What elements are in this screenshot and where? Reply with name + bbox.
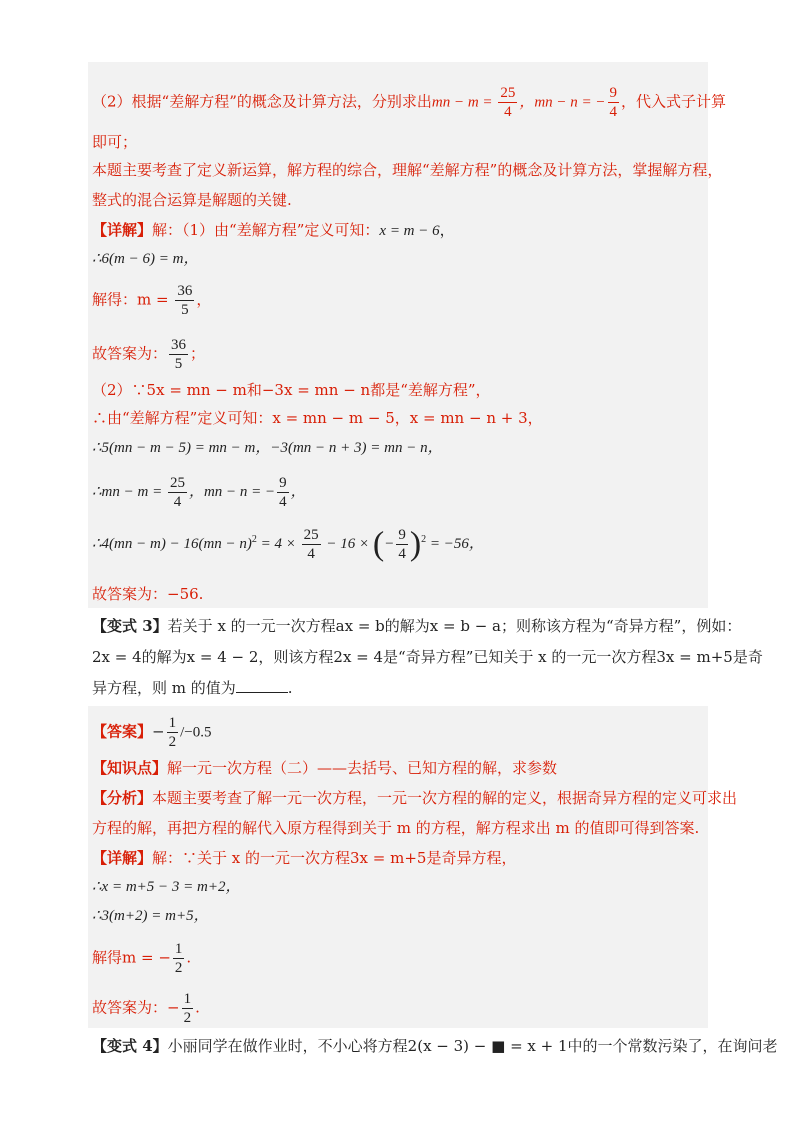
variant4-question-line-1: 【变式 4】小丽同学在做作业时，不小心将方程2(x − 3) − ■ = x + 1中的一个常数污染了，在询问老 bbox=[92, 1037, 778, 1055]
variant3-tag: 【变式 3】 bbox=[92, 617, 168, 635]
solution-line-2: 即可； bbox=[92, 133, 138, 151]
variant3-knowledge-point: 【知识点】解一元一次方程（二）——去括号、已知方程的解，求参数 bbox=[92, 759, 558, 777]
detail-line-10: 故答案为：−56. bbox=[92, 585, 204, 603]
variant4-tag: 【变式 4】 bbox=[92, 1037, 168, 1055]
analysis-tag: 【分析】 bbox=[92, 789, 153, 807]
solution-line-4: 整式的混合运算是解题的关键. bbox=[92, 191, 292, 209]
knowledge-tag: 【知识点】 bbox=[92, 759, 168, 777]
answer-blank bbox=[236, 678, 288, 693]
variant3-detail-line-4: 解得m = − $\frac{1}{2}$ . bbox=[92, 941, 192, 976]
solution-line-3: 本题主要考查了定义新运算，解方程的综合，理解“差解方程”的概念及计算方法，掌握解方程， bbox=[92, 161, 723, 179]
variant3-question-line-2: 2x = 4的解为x = 4 − 2，则该方程2x = 4是“奇异方程”已知关于 x 的一元一次方程3x = m+5是奇 bbox=[92, 648, 763, 666]
answer-tag: 【答案】 bbox=[92, 722, 153, 741]
variant3-answer: 【答案】− $\frac{1}{2}$ /−0.5 bbox=[92, 715, 212, 750]
solution-line-1: （2）根据“差解方程”的概念及计算方法，分别求出mn − m = $\frac{25}{4}$ ，mn − n = − $\frac{9}{4}$ ，代入式子计算 bbox=[92, 85, 727, 120]
detail-line-1: 【详解】解：（1）由“差解方程”定义可知：x = m − 6， bbox=[92, 221, 455, 239]
detail-line-6: ∴由“差解方程”定义可知：x = mn − m − 5，x = mn − n + 3， bbox=[92, 409, 543, 427]
detail-line-7: ∴5(mn − m − 5) = mn − m，−3(mn − n + 3) = mn − n， bbox=[92, 440, 443, 456]
detail-line-5: （2）∵5x = mn − m和−3x = mn − n都是“差解方程”， bbox=[92, 381, 491, 399]
variant3-analysis-line-2: 方程的解，再把方程的解代入原方程得到关于 m 的方程，解方程求出 m 的值即可得到答案. bbox=[92, 819, 700, 837]
variant3-detail-line-1: 【详解】解：∵关于 x 的一元一次方程3x = m+5是奇异方程， bbox=[92, 849, 517, 867]
detail-tag: 【详解】 bbox=[92, 221, 153, 239]
variant3-detail-line-3: ∴3(m+2) = m+5， bbox=[92, 908, 209, 924]
detail-line-4: 故答案为： $\frac{36}{5}$ ； bbox=[92, 337, 206, 372]
detail-line-8: ∴mn − m = $\frac{25}{4}$ ，mn − n = − $\frac{9}{4}$ ， bbox=[92, 475, 306, 510]
variant3-detail-tag: 【详解】 bbox=[92, 849, 153, 867]
variant3-detail-line-2: ∴x = m+5 − 3 = m+2， bbox=[92, 879, 241, 895]
detail-line-2: ∴6(m − 6) = m， bbox=[92, 251, 199, 267]
detail-line-3: 解得：m = $\frac{36}{5}$ ， bbox=[92, 283, 212, 318]
variant3-question-line-1: 【变式 3】若关于 x 的一元一次方程ax = b的解为x = b − a；则称该方程为“奇异方程”，例如： bbox=[92, 617, 742, 635]
detail-line-9: ∴4(mn − m) − 16(mn − n)$^2$ = 4 × $\frac{25}{4}$ − 16 × (− $\frac{9}{4}$ )$^2$ = −56， bbox=[92, 525, 484, 563]
variant3-detail-line-5: 故答案为：− $\frac{1}{2}$ . bbox=[92, 991, 200, 1026]
variant3-analysis-line-1: 【分析】本题主要考查了解一元一次方程，一元一次方程的解的定义，根据奇异方程的定义可求出 bbox=[92, 789, 738, 807]
variant3-question-line-3: 异方程，则 m 的值为 . bbox=[92, 679, 293, 697]
